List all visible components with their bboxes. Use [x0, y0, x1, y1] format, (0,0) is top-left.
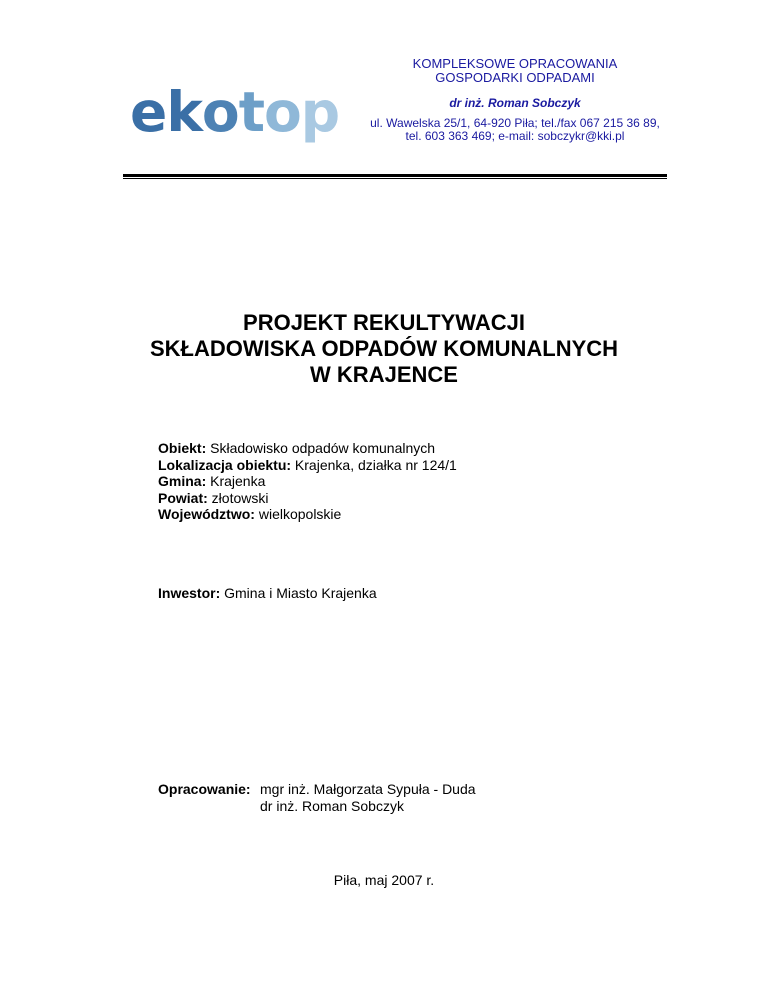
ekotop-logo — [130, 82, 339, 142]
preparation-author1: mgr inż. Małgorzata Sypuła - Duda — [260, 781, 476, 797]
preparation-author2: dr inż. Roman Sobczyk — [260, 798, 404, 814]
company-author: dr inż. Roman Sobczyk — [449, 96, 581, 110]
info-row-commune: Gmina: Krajenka — [158, 473, 266, 489]
company-address — [360, 117, 670, 143]
company-header — [360, 57, 670, 85]
place-date: Piła, maj 2007 r. — [333, 872, 435, 888]
info-row-voivodeship: Województwo: wielkopolskie — [158, 506, 342, 522]
title-line1: PROJEKT REKULTYWACJI — [243, 310, 525, 335]
title-line3: W KRAJENCE — [310, 362, 458, 387]
preparation-label: Opracowanie: — [158, 781, 251, 797]
company-line2: GOSPODARKI ODPADAMI — [435, 70, 595, 85]
logo-letter: k — [166, 80, 202, 144]
title-line2: SKŁADOWISKA ODPADÓW KOMUNALNYCH — [149, 336, 619, 361]
header-rule — [123, 174, 667, 177]
investor-value: Gmina i Miasto Krajenka — [220, 585, 377, 601]
document-title — [0, 310, 768, 388]
info-row-county: Powiat: złotowski — [158, 489, 269, 506]
preparation — [158, 781, 476, 815]
logo-letter: o — [201, 80, 239, 144]
address-line2: tel. 603 363 469; e-mail: sobczykr@kki.pl — [405, 129, 625, 143]
logo-letter: e — [130, 80, 167, 144]
object-info — [158, 440, 457, 523]
info-row-object: Obiekt: Składowisko odpadów komunalnych — [158, 440, 436, 456]
address-line1: ul. Wawelska 25/1, 64-920 Piła; tel./fax 067 215 36 89, — [370, 116, 660, 130]
logo-letter: p — [300, 80, 340, 144]
investor — [158, 585, 377, 602]
logo-letter: t — [238, 80, 264, 144]
header-rule-thin — [123, 178, 667, 179]
info-row-location: Lokalizacja obiektu: Krajenka, działka nr 124/1 — [158, 456, 457, 473]
company-line1: KOMPLEKSOWE OPRACOWANIA — [412, 56, 618, 71]
investor-label: Inwestor: — [158, 585, 221, 601]
logo-letter: o — [263, 80, 301, 144]
